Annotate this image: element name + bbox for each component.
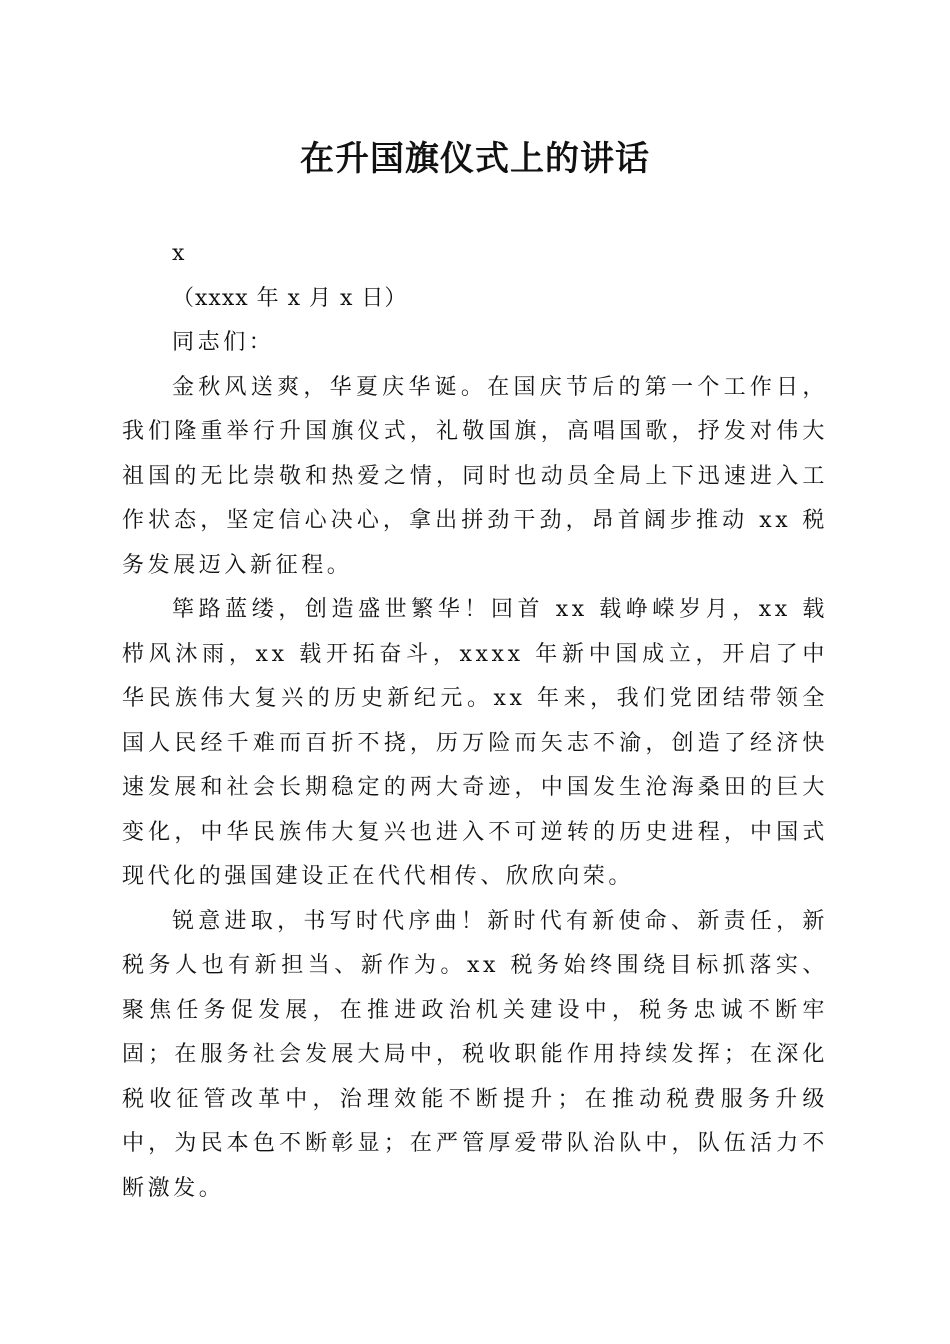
paragraph-1: 金秋风送爽，华夏庆华诞。在国庆节后的第一个工作日，我们隆重举行升国旗仪式，礼敬国旗，高唱国歌，抒发对伟大祖国的无比崇敬和热爱之情，同时也动员全局上下迅速进入工作状态，坚定信心决心，拿出拼劲干劲，昂首阔步推动 xx 税务发展迈入新征程。 xyxy=(122,374,828,578)
paragraph-3: 锐意进取，书写时代序曲！新时代有新使命、新责任，新税务人也有新担当、新作为。xx 税务始终围绕目标抓落实、聚焦任务促发展，在推进政治机关建设中，税务忠诚不断牢固；在服务社会发展大局中，税收职能作用持续发挥；在深化税收征管改革中，治理效能不断提升；在推动税费服务升级中，为民本色不断彰显；在严管厚爱带队治队中，队伍活力不断激发。 xyxy=(122,908,828,1201)
document-body xyxy=(122,232,828,1211)
salutation: 同志们： xyxy=(172,330,275,355)
date-line: （xxxx 年 x 月 x 日） xyxy=(172,285,408,311)
paragraph-2: 筚路蓝缕，创造盛世繁华！回首 xx 载峥嵘岁月，xx 载栉风沐雨，xx 载开拓奋斗，xxxx 年新中国成立，开启了中华民族伟大复兴的历史新纪元。xx 年来，我们党团结带领全国人民经千难而百折不挠，历万险而矢志不渝，创造了经济快速发展和社会长期稳定的两大奇迹，中国发生沧海桑田的巨大变化，中华民族伟大复兴也进入不可逆转的历史进程，中国式现代化的强国建设正在代代相传、欣欣向荣。 xyxy=(122,597,828,889)
author-line: x xyxy=(172,241,186,266)
document-title: 在升国旗仪式上的讲话 xyxy=(300,139,650,179)
